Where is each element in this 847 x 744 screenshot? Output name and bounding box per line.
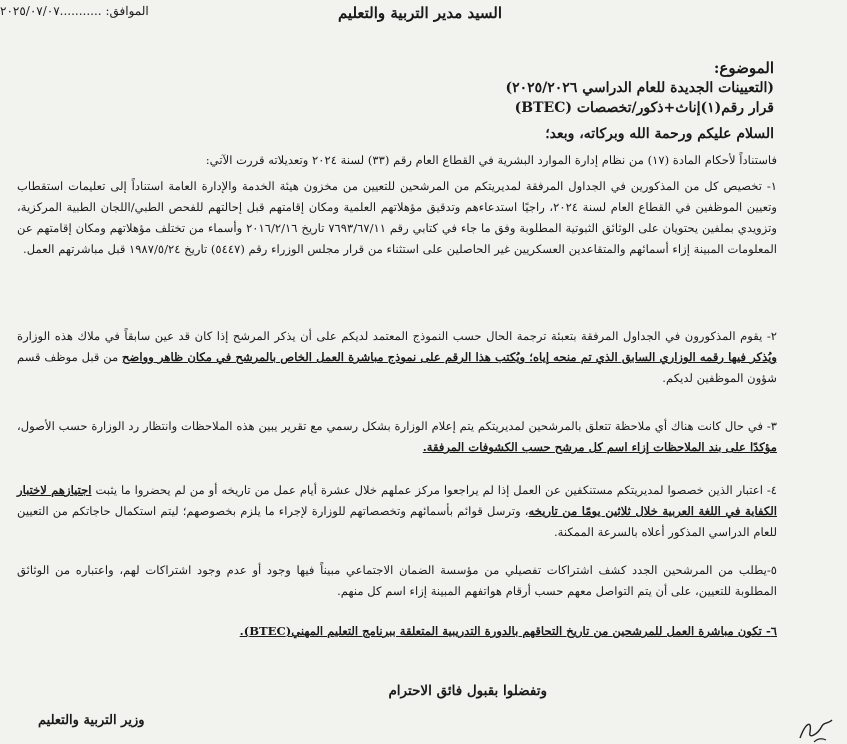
item-2 (17, 326, 777, 389)
item-2-text-b: من قبل موظف قسم شؤون الموظفين لديكم. (17, 350, 777, 385)
item-3 (17, 416, 777, 458)
date-line (0, 4, 260, 18)
item-2-emphasis: ويُذكر فيها رقمه الوزاري السابق الذي تم منحه إياه؛ ويُكتب هذا الرقم على نموذج مباشرة العمل الخاص بالمرشح في مكان ظاهر وواضح (122, 350, 777, 364)
item-4-text-b: ، وترسل قوائم بأسمائهم وتخصصاتهم للوزارة لإجراء ما يلزم بخصوصهم؛ ليتم استكمال حاجاتكم من التعيين للعام الدراسي المذكور أعلاه بالسرعة الممكنة. (17, 504, 777, 539)
subject-label: الموضوع: (713, 59, 774, 77)
item-4-text-a: ٤- اعتبار الذين خصصوا لمديريتكم مستنكفين عن العمل إذا لم يراجعوا مركز عملهم خلال عشرة أيام عمل من تاريخه أو من لم يحضروا ما يثبت (91, 483, 777, 497)
item-6 (17, 621, 777, 642)
date-label: الموافق: (105, 4, 149, 18)
item-2-text-a: ٢- يقوم المذكورون في الجداول المرفقة بتعبئة ترجمة الحال حسب النموذج المعتمد لديكم على أن يذكر المرشح إذا كان قد عين سابقاً في ملاك هذه الوزارة (17, 329, 777, 343)
item-3-emphasis: مؤكدًا على بند الملاحظات إزاء اسم كل مرشح حسب الكشوفات المرفقة. (422, 440, 777, 454)
item-4 (17, 480, 777, 543)
date-value: ...........٢٠٢٥/٠٧/٠٧ (0, 4, 102, 18)
greeting: السلام عليكم ورحمة الله وبركاته، وبعد؛ (545, 126, 774, 142)
item-4-emphasis: اجتيازهم لاختبار الكفاية في اللغة العربية خلال ثلاثين يومًا من تاريخه (17, 483, 777, 518)
addressee-line: السيد مدير التربية والتعليم (337, 4, 502, 22)
subject-title: (التعيينات الجديدة للعام الدراسي ٢٠٢٥/٢٠٢٦) (505, 80, 774, 96)
item-1: ١- تخصيص كل من المذكورين في الجداول المرفقة لمديريتكم من المرشحين للتعيين من مخزون هيئة الخدمة والإدارة العامة استناداً إلى تعليمات استقطاب وتعيين الموظفين في القطاع العام لسنة ٢٠٢٤، راجيًا استدعاءهم وتدقيق مؤهلاتهم العلمية ومكان إقامتهم قبل إحالتهم للفحص الطبي/اللجان الطبية المركزية، وتزويدي بملفين يحتويان على الوثائق الثبوتية المطلوبة وفق ما جاء في كتابي رقم ٧٦٩٣/٦٧/١١ تاريخ ٢٠١٦/٢/١٦ وأسماء من تختلف مؤهلاتهم ومكان إقامتهم عن المعلومات المبينة إزاء أسمائهم والمتقاعدين العسكريين غير الحاصلين على استثناء من قرار مجلس الوزراء رقم (٥٤٤٧) تاريخ ١٩٨٧/٥/٢٤ قبل مباشرتهم العمل. (17, 179, 777, 256)
item-5: ٥-يطلب من المرشحين الجدد كشف اشتراكات تفصيلي من مؤسسة الضمان الاجتماعي مبيناً فيها وجود أو عدم وجود اشتراكات لهم، واعتباره من الوثائق المطلوبة للتعيين، على أن يتم التواصل معهم حسب أرقام هواتفهم المبينة إزاء اسم كل منهم. (17, 563, 777, 598)
signature-mark (796, 712, 836, 744)
intro-paragraph: فاستناداً لأحكام المادة (١٧) من نظام إدارة الموارد البشرية في القطاع العام رقم (٣٣) لسنة ٢٠٢٤ وتعديلاته قررت الآتي: (205, 153, 777, 167)
signatory-title: وزير التربية والتعليم (38, 713, 145, 728)
item-6-emphasis: ٦- تكون مباشرة العمل للمرشحين من تاريخ التحاقهم بالدورة التدريبية المتعلقة ببرنامج التعليم المهني(BTEC). (239, 624, 777, 638)
item-3-text-a: ٣- في حال كانت هناك أي ملاحظة تتعلق بالمرشحين لمديريتكم يتم إعلام الوزارة بشكل رسمي مع تقرير يبين هذه الملاحظات وانتظار رد الوزارة حسب الأصول، (17, 419, 778, 433)
closing-line: وتفضلوا بقبول فائق الاحترام (388, 683, 547, 699)
subject-decision: قرار رقم(١)إناث+ذكور/تخصصات (BTEC) (514, 100, 774, 116)
